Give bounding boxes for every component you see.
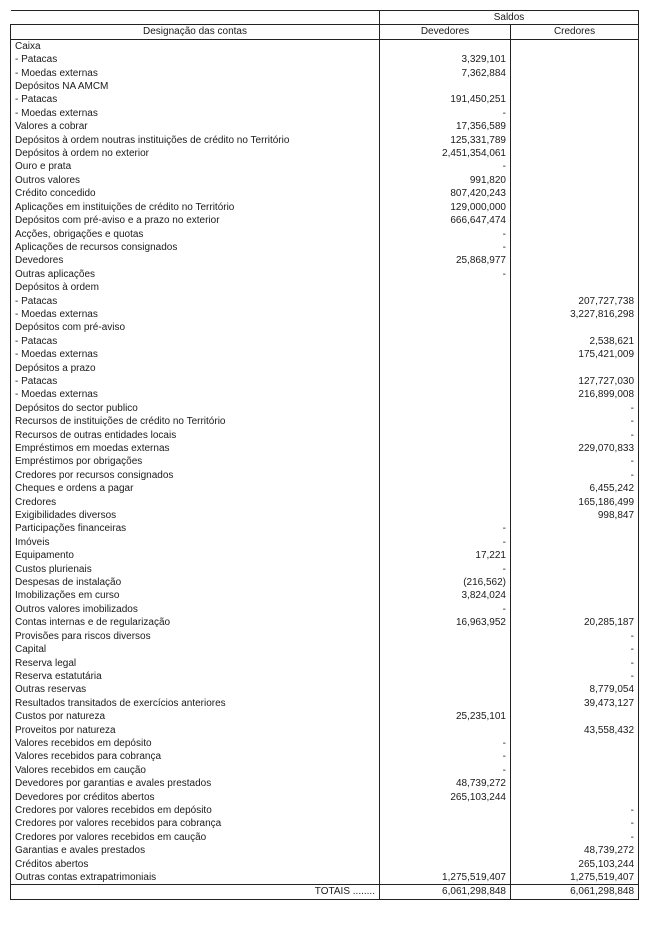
account-row	[11, 616, 639, 629]
account-label: Participações financeiras	[11, 522, 380, 535]
account-devedores: (216,562)	[380, 576, 511, 589]
account-row	[11, 67, 639, 80]
account-row	[11, 791, 639, 804]
account-devedores	[380, 858, 511, 871]
account-label: - Moedas externas	[11, 308, 380, 321]
account-credores	[511, 522, 639, 535]
account-credores	[511, 53, 639, 66]
account-row	[11, 348, 639, 361]
account-devedores	[380, 402, 511, 415]
account-row	[11, 589, 639, 602]
account-credores: -	[511, 630, 639, 643]
account-credores	[511, 67, 639, 80]
totals-row	[11, 885, 639, 899]
account-label: Imóveis	[11, 536, 380, 549]
account-credores	[511, 268, 639, 281]
account-label: Reserva estatutária	[11, 670, 380, 683]
account-credores	[511, 93, 639, 106]
account-label: Reserva legal	[11, 657, 380, 670]
account-credores	[511, 764, 639, 777]
account-label: - Moedas externas	[11, 388, 380, 401]
account-row	[11, 858, 639, 871]
account-label: Depósitos à ordem	[11, 281, 380, 294]
account-row	[11, 496, 639, 509]
account-devedores: -	[380, 603, 511, 616]
account-credores	[511, 107, 639, 120]
header-designacao: Designação das contas	[11, 25, 380, 39]
account-label: Imobilizações em curso	[11, 589, 380, 602]
account-devedores: 3,824,024	[380, 589, 511, 602]
account-row	[11, 764, 639, 777]
account-row	[11, 120, 639, 133]
account-row	[11, 455, 639, 468]
account-devedores	[380, 643, 511, 656]
account-credores: 207,727,738	[511, 295, 639, 308]
account-row	[11, 281, 639, 294]
account-devedores	[380, 831, 511, 844]
account-row	[11, 375, 639, 388]
account-label: Valores recebidos para cobrança	[11, 750, 380, 763]
account-devedores	[380, 469, 511, 482]
account-devedores	[380, 657, 511, 670]
account-credores: -	[511, 469, 639, 482]
account-row	[11, 254, 639, 267]
account-row	[11, 442, 639, 455]
account-devedores	[380, 429, 511, 442]
account-devedores: 191,450,251	[380, 93, 511, 106]
account-label: - Patacas	[11, 335, 380, 348]
account-devedores: -	[380, 737, 511, 750]
account-label: Recursos de outras entidades locais	[11, 429, 380, 442]
account-label: - Moedas externas	[11, 348, 380, 361]
account-credores	[511, 134, 639, 147]
account-devedores	[380, 697, 511, 710]
account-devedores	[380, 281, 511, 294]
account-label: Outros valores	[11, 174, 380, 187]
account-credores: 216,899,008	[511, 388, 639, 401]
account-devedores: 48,739,272	[380, 777, 511, 790]
account-row	[11, 844, 639, 857]
account-label: Cheques e ordens a pagar	[11, 482, 380, 495]
account-devedores: 129,000,000	[380, 201, 511, 214]
account-credores	[511, 710, 639, 723]
account-row	[11, 187, 639, 200]
account-devedores: 991,820	[380, 174, 511, 187]
account-credores: -	[511, 817, 639, 830]
header-devedores: Devedores	[380, 25, 511, 39]
totals-devedores: 6,061,298,848	[380, 885, 511, 899]
account-row	[11, 482, 639, 495]
account-label: Acções, obrigações e quotas	[11, 228, 380, 241]
account-credores: 2,538,621	[511, 335, 639, 348]
account-credores: 43,558,432	[511, 724, 639, 737]
account-row	[11, 509, 639, 522]
account-devedores	[380, 630, 511, 643]
account-row	[11, 777, 639, 790]
account-credores	[511, 241, 639, 254]
account-label: Despesas de instalação	[11, 576, 380, 589]
account-label: Contas internas e de regularização	[11, 616, 380, 629]
header-credores: Credores	[511, 25, 639, 39]
account-credores: 127,727,030	[511, 375, 639, 388]
account-label: - Moedas externas	[11, 107, 380, 120]
account-label: Credores por valores recebidos em depósito	[11, 804, 380, 817]
account-label: Depósitos a prazo	[11, 362, 380, 375]
account-credores: 265,103,244	[511, 858, 639, 871]
account-row	[11, 603, 639, 616]
account-credores	[511, 603, 639, 616]
account-credores	[511, 750, 639, 763]
account-credores	[511, 777, 639, 790]
account-row	[11, 831, 639, 844]
account-label: Depósitos com pré-aviso	[11, 321, 380, 334]
account-label: Depósitos do sector publico	[11, 402, 380, 415]
account-row	[11, 817, 639, 830]
account-label: Devedores por créditos abertos	[11, 791, 380, 804]
account-row	[11, 724, 639, 737]
account-row	[11, 335, 639, 348]
account-devedores	[380, 39, 511, 53]
account-devedores	[380, 817, 511, 830]
account-credores	[511, 321, 639, 334]
account-label: Outras aplicações	[11, 268, 380, 281]
account-row	[11, 228, 639, 241]
account-devedores: 125,331,789	[380, 134, 511, 147]
account-row	[11, 469, 639, 482]
account-row	[11, 710, 639, 723]
account-label: - Patacas	[11, 93, 380, 106]
account-label: Outros valores imobilizados	[11, 603, 380, 616]
account-credores: 20,285,187	[511, 616, 639, 629]
account-label: - Moedas externas	[11, 67, 380, 80]
account-devedores: -	[380, 563, 511, 576]
account-row	[11, 134, 639, 147]
account-devedores: -	[380, 268, 511, 281]
account-credores	[511, 549, 639, 562]
account-row	[11, 214, 639, 227]
account-credores	[511, 254, 639, 267]
account-devedores	[380, 362, 511, 375]
account-devedores: 666,647,474	[380, 214, 511, 227]
account-credores	[511, 536, 639, 549]
account-devedores: 807,420,243	[380, 187, 511, 200]
account-devedores	[380, 670, 511, 683]
account-devedores	[380, 442, 511, 455]
account-row	[11, 643, 639, 656]
account-label: Depósitos com pré-aviso e a prazo no exterior	[11, 214, 380, 227]
account-row	[11, 321, 639, 334]
account-label: Devedores	[11, 254, 380, 267]
account-credores: -	[511, 804, 639, 817]
account-row	[11, 536, 639, 549]
account-row	[11, 268, 639, 281]
totals-credores: 6,061,298,848	[511, 885, 639, 899]
account-row	[11, 522, 639, 535]
account-label: Equipamento	[11, 549, 380, 562]
account-label: Custos por natureza	[11, 710, 380, 723]
account-label: Créditos abertos	[11, 858, 380, 871]
account-credores: 48,739,272	[511, 844, 639, 857]
account-label: Credores por recursos consignados	[11, 469, 380, 482]
account-credores: -	[511, 831, 639, 844]
account-label: Credores por valores recebidos em caução	[11, 831, 380, 844]
account-credores: -	[511, 455, 639, 468]
account-devedores	[380, 295, 511, 308]
account-row	[11, 429, 639, 442]
account-credores	[511, 589, 639, 602]
account-devedores: 16,963,952	[380, 616, 511, 629]
account-label: Crédito concedido	[11, 187, 380, 200]
header-blank-cell	[11, 11, 380, 25]
account-label: Depósitos NA AMCM	[11, 80, 380, 93]
account-devedores: 17,356,589	[380, 120, 511, 133]
account-devedores: 2,451,354,061	[380, 147, 511, 160]
account-row	[11, 670, 639, 683]
account-label: Aplicações de recursos consignados	[11, 241, 380, 254]
account-devedores: -	[380, 160, 511, 173]
account-label: Resultados transitados de exercícios anteriores	[11, 697, 380, 710]
account-row	[11, 657, 639, 670]
account-label: Caixa	[11, 39, 380, 53]
account-row	[11, 402, 639, 415]
account-devedores: 17,221	[380, 549, 511, 562]
account-devedores	[380, 388, 511, 401]
account-devedores	[380, 321, 511, 334]
account-credores	[511, 120, 639, 133]
account-credores	[511, 281, 639, 294]
account-row	[11, 630, 639, 643]
account-devedores	[380, 683, 511, 696]
totals-label: TOTAIS ........	[11, 885, 380, 899]
account-devedores	[380, 509, 511, 522]
account-devedores: 7,362,884	[380, 67, 511, 80]
account-credores	[511, 174, 639, 187]
account-label: - Patacas	[11, 295, 380, 308]
account-row	[11, 871, 639, 885]
account-row	[11, 93, 639, 106]
account-label: Outras contas extrapatrimoniais	[11, 871, 380, 885]
account-devedores	[380, 724, 511, 737]
account-devedores	[380, 80, 511, 93]
account-rows	[11, 39, 639, 885]
account-credores	[511, 214, 639, 227]
account-row	[11, 683, 639, 696]
account-label: Recursos de instituições de crédito no Território	[11, 415, 380, 428]
account-label: Valores recebidos em depósito	[11, 737, 380, 750]
account-devedores: -	[380, 228, 511, 241]
account-row	[11, 697, 639, 710]
account-label: Credores	[11, 496, 380, 509]
account-credores	[511, 362, 639, 375]
account-label: Capital	[11, 643, 380, 656]
account-row	[11, 53, 639, 66]
account-row	[11, 147, 639, 160]
account-credores: -	[511, 402, 639, 415]
account-label: - Patacas	[11, 375, 380, 388]
account-row	[11, 39, 639, 53]
account-credores	[511, 791, 639, 804]
account-row	[11, 295, 639, 308]
account-row	[11, 804, 639, 817]
account-credores: -	[511, 670, 639, 683]
account-devedores: 25,868,977	[380, 254, 511, 267]
account-label: Valores a cobrar	[11, 120, 380, 133]
account-row	[11, 160, 639, 173]
account-devedores	[380, 308, 511, 321]
account-label: Provisões para riscos diversos	[11, 630, 380, 643]
account-credores: 6,455,242	[511, 482, 639, 495]
account-devedores: -	[380, 750, 511, 763]
account-label: Depósitos à ordem noutras instituições de crédito no Território	[11, 134, 380, 147]
account-credores: -	[511, 429, 639, 442]
account-devedores	[380, 496, 511, 509]
account-devedores	[380, 844, 511, 857]
account-row	[11, 308, 639, 321]
account-devedores: -	[380, 522, 511, 535]
account-devedores: -	[380, 764, 511, 777]
account-devedores	[380, 455, 511, 468]
account-label: Exigibilidades diversos	[11, 509, 380, 522]
account-credores: 8,779,054	[511, 683, 639, 696]
account-label: Ouro e prata	[11, 160, 380, 173]
account-row	[11, 576, 639, 589]
account-row	[11, 750, 639, 763]
account-label: Devedores por garantias e avales prestados	[11, 777, 380, 790]
account-credores: -	[511, 657, 639, 670]
account-devedores: 265,103,244	[380, 791, 511, 804]
account-credores	[511, 201, 639, 214]
account-row	[11, 201, 639, 214]
account-label: Empréstimos em moedas externas	[11, 442, 380, 455]
account-devedores: 25,235,101	[380, 710, 511, 723]
account-label: Credores por valores recebidos para cobrança	[11, 817, 380, 830]
account-devedores	[380, 804, 511, 817]
account-credores: 229,070,833	[511, 442, 639, 455]
account-label: Aplicações em instituições de crédito no Território	[11, 201, 380, 214]
account-row	[11, 737, 639, 750]
account-devedores	[380, 335, 511, 348]
account-devedores: -	[380, 241, 511, 254]
header-row-saldos	[11, 11, 639, 25]
account-credores: -	[511, 415, 639, 428]
account-credores: 175,421,009	[511, 348, 639, 361]
account-row	[11, 388, 639, 401]
account-row	[11, 549, 639, 562]
account-credores: 39,473,127	[511, 697, 639, 710]
account-credores: -	[511, 643, 639, 656]
account-row	[11, 415, 639, 428]
account-devedores	[380, 415, 511, 428]
account-credores: 1,275,519,407	[511, 871, 639, 885]
account-credores	[511, 160, 639, 173]
account-devedores: 3,329,101	[380, 53, 511, 66]
account-label: Outras reservas	[11, 683, 380, 696]
account-credores	[511, 147, 639, 160]
account-devedores	[380, 348, 511, 361]
account-credores	[511, 576, 639, 589]
account-row	[11, 362, 639, 375]
account-credores	[511, 228, 639, 241]
account-devedores	[380, 375, 511, 388]
account-label: - Patacas	[11, 53, 380, 66]
account-credores	[511, 187, 639, 200]
account-label: Custos plurienais	[11, 563, 380, 576]
account-credores	[511, 563, 639, 576]
account-row	[11, 563, 639, 576]
account-credores	[511, 737, 639, 750]
account-row	[11, 174, 639, 187]
balance-table	[10, 10, 639, 900]
account-label: Valores recebidos em caução	[11, 764, 380, 777]
account-label: Proveitos por natureza	[11, 724, 380, 737]
account-devedores: -	[380, 536, 511, 549]
account-row	[11, 107, 639, 120]
header-row-columns	[11, 25, 639, 39]
account-credores	[511, 39, 639, 53]
account-credores: 165,186,499	[511, 496, 639, 509]
account-devedores	[380, 482, 511, 495]
account-devedores: -	[380, 107, 511, 120]
header-saldos: Saldos	[380, 11, 639, 25]
account-credores: 3,227,816,298	[511, 308, 639, 321]
account-row	[11, 80, 639, 93]
account-label: Garantias e avales prestados	[11, 844, 380, 857]
account-devedores: 1,275,519,407	[380, 871, 511, 885]
account-credores	[511, 80, 639, 93]
account-credores: 998,847	[511, 509, 639, 522]
account-row	[11, 241, 639, 254]
account-label: Empréstimos por obrigações	[11, 455, 380, 468]
account-label: Depósitos à ordem no exterior	[11, 147, 380, 160]
